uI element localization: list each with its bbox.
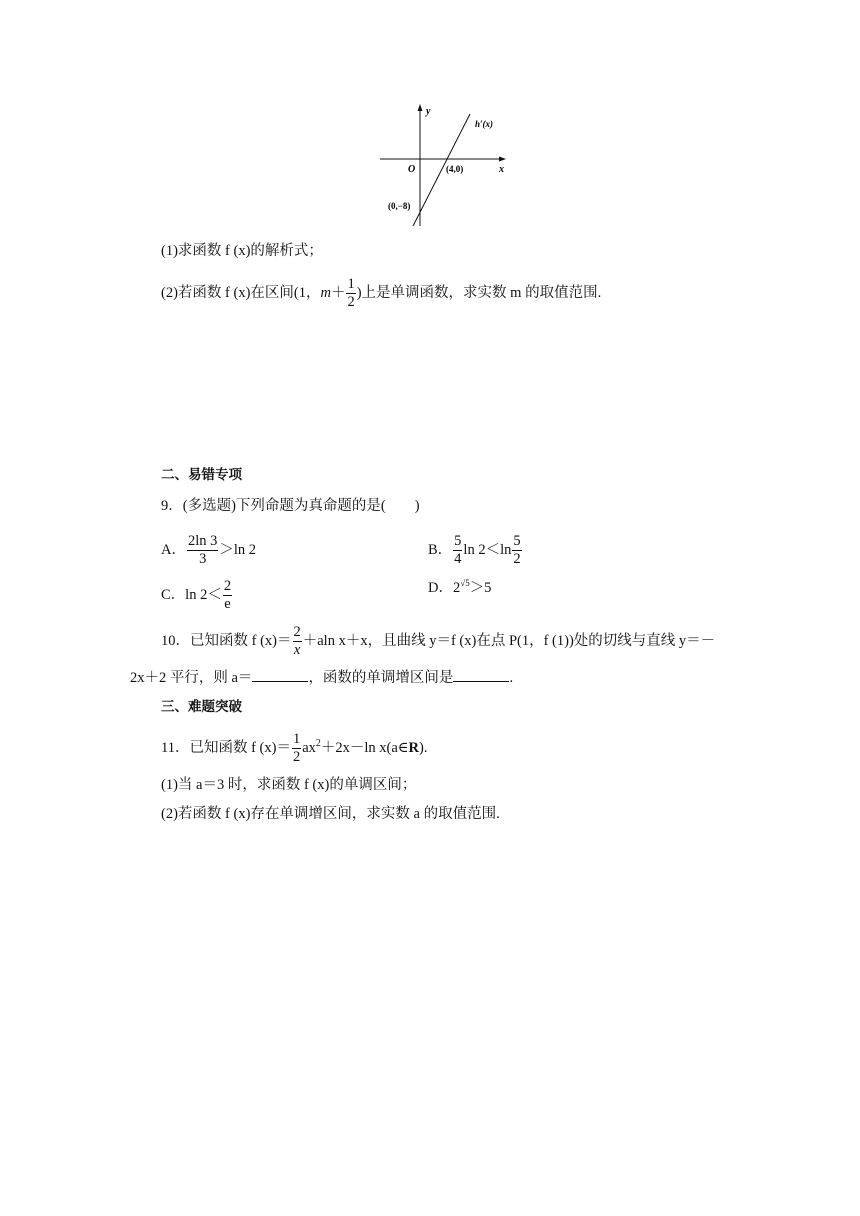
x-axis-arrow xyxy=(499,157,506,162)
q9-option-a xyxy=(161,533,256,568)
q10-pre: 10．已知函数 f (x)＝ xyxy=(161,632,292,649)
sqrt-radical-icon: √5 xyxy=(460,578,470,588)
q11-post-a: ax xyxy=(302,739,316,756)
y-intercept-label: (0,−8) xyxy=(388,201,411,211)
q10-line2-end: . xyxy=(509,670,514,686)
fraction-numerator: 5 xyxy=(454,533,462,549)
fraction-numerator: 1 xyxy=(347,276,355,292)
option-d-rest: ＞5 xyxy=(469,580,492,596)
option-b-fraction-1 xyxy=(453,533,462,568)
q9-option-d xyxy=(428,578,491,599)
q11-part1: (1)当 a＝3 时，求函数 f (x)的单调区间； xyxy=(161,777,417,793)
option-d-base: 2 xyxy=(452,580,461,596)
q8-part2-pre: (2)若函数 f (x)在区间(1， xyxy=(161,284,321,301)
q11-post-b: ＋2x－ln x(a∈ xyxy=(320,739,409,756)
fraction-denominator: 2 xyxy=(513,551,521,567)
fraction-numerator: 2 xyxy=(293,624,301,640)
fraction-numerator: 1 xyxy=(292,731,301,747)
fraction-numerator: 2 xyxy=(223,578,232,594)
fraction-denominator: 2 xyxy=(347,294,355,310)
option-a-label: A． xyxy=(161,541,186,558)
option-c-label: C． xyxy=(161,586,186,603)
q8-part2-m: m xyxy=(320,284,331,301)
answer-blank-interval[interactable] xyxy=(453,667,509,682)
option-c-fraction xyxy=(223,578,232,613)
q8-part2 xyxy=(161,276,601,311)
fraction-denominator: x xyxy=(293,642,301,658)
q10-line2-pre: 2x＋2 平行，则 a＝ xyxy=(130,670,253,686)
q9-stem: 9．(多选题)下列命题为真命题的是( ) xyxy=(161,498,420,514)
q10-line2 xyxy=(130,667,513,688)
derivative-graph xyxy=(378,100,513,230)
answer-blank-a[interactable] xyxy=(252,667,308,682)
fraction-denominator: 2 xyxy=(292,749,301,765)
q8-part1: (1)求函数 f (x)的解析式； xyxy=(161,243,323,259)
option-d-exponent: 5 xyxy=(465,578,470,588)
q11-exponent: 2 xyxy=(315,738,321,749)
option-b-fraction-2 xyxy=(512,533,521,568)
origin-label: O xyxy=(408,164,416,175)
option-d-label: D． xyxy=(428,580,453,596)
fraction-numerator: 5 xyxy=(513,533,521,549)
q11-fraction xyxy=(292,731,301,766)
section-heading-3: 三、难题突破 xyxy=(161,699,242,715)
q10-line2-mid: ，函数的单调增区间是 xyxy=(308,670,454,686)
sqrt-exponent xyxy=(460,578,469,599)
fraction-numerator: 2ln 3 xyxy=(187,533,218,549)
option-a-rest: ＞ln 2 xyxy=(219,541,257,558)
fraction-denominator: 3 xyxy=(199,551,207,567)
q8-part2-post: )上是单调函数，求实数 m 的取值范围. xyxy=(356,284,602,301)
y-axis-arrow xyxy=(418,104,423,111)
q11-stem xyxy=(161,731,428,766)
fraction-denominator: e xyxy=(224,596,231,612)
q10-fraction xyxy=(293,624,302,659)
q10-post: ＋aln x＋x，且曲线 y＝f (x)在点 P(1，f (1))处的切线与直线 y＝－ xyxy=(302,632,716,649)
q9-option-c xyxy=(161,578,233,613)
x-intercept-label: (4,0) xyxy=(446,164,464,174)
option-b-label: B． xyxy=(428,541,453,558)
q11-part2: (2)若函数 f (x)存在单调增区间，求实数 a 的取值范围. xyxy=(161,806,500,822)
q8-part2-fraction xyxy=(346,276,355,311)
fraction-denominator: 4 xyxy=(454,551,462,567)
q11-post-end: ). xyxy=(419,739,428,756)
q10-line1 xyxy=(161,624,715,659)
option-a-fraction xyxy=(187,533,218,568)
q11-pre: 11．已知函数 f (x)＝ xyxy=(161,739,291,756)
option-c-pre: ln 2＜ xyxy=(185,586,222,603)
y-axis-label: y xyxy=(426,106,431,117)
curve-label: h′(x) xyxy=(475,119,494,129)
option-b-mid: ln 2＜ln xyxy=(463,541,512,558)
q8-part2-plus: ＋ xyxy=(330,284,346,301)
q11-real-set: R xyxy=(408,739,420,756)
x-axis-label: x xyxy=(499,164,504,175)
section-heading-2: 二、易错专项 xyxy=(161,467,242,483)
q9-option-b xyxy=(428,533,523,568)
